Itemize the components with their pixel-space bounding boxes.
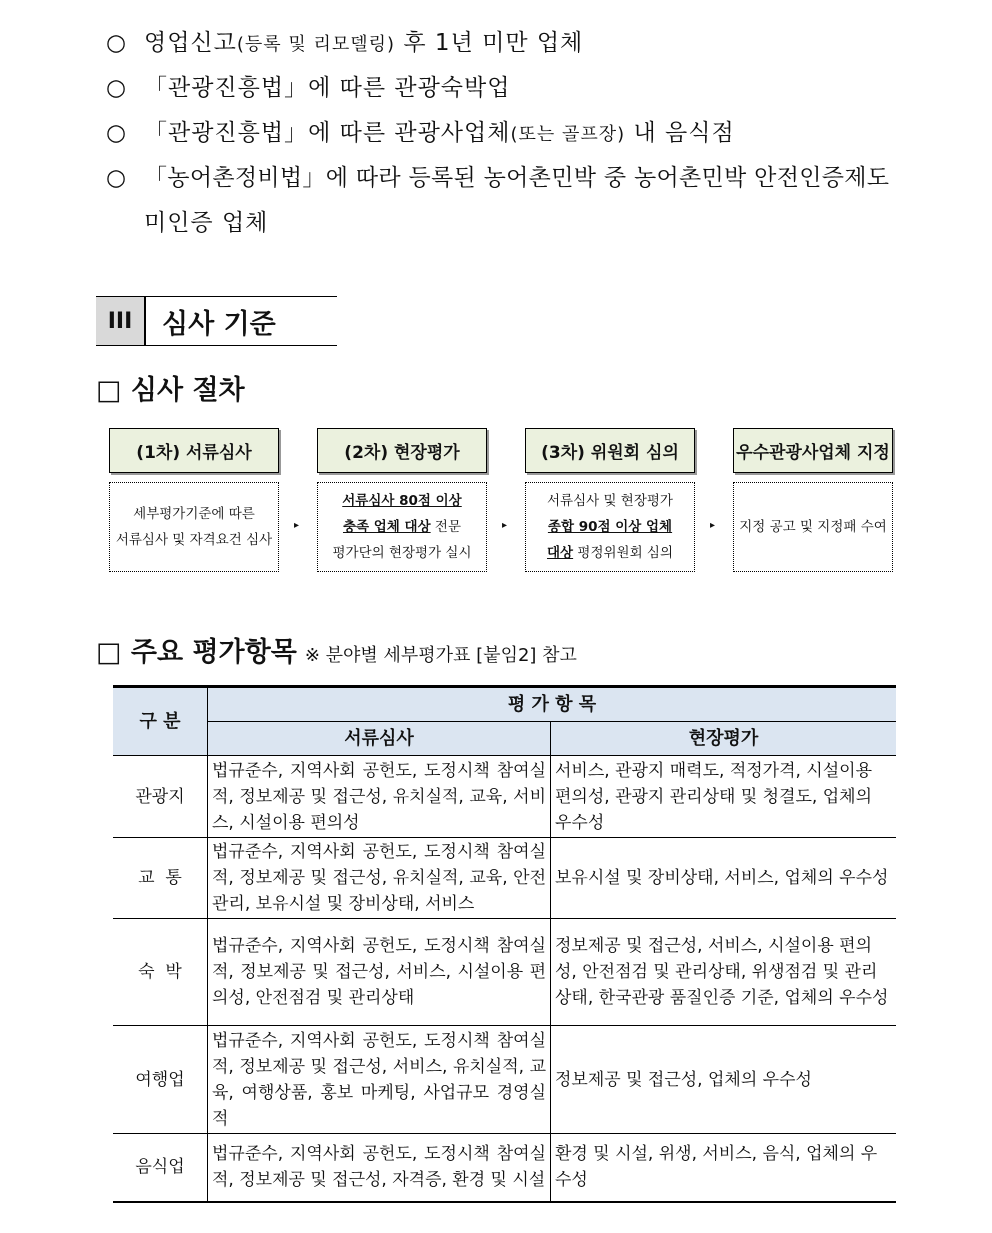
table-row: 교 통 법규준수, 지역사회 공헌도, 도정시책 참여실적, 정보제공 및 접근성, 유치실적, 교육, 안전관리, 보유시설 및 장비상태, 서비스 보유시설 및 장비상태, 서비스, 업체의 우수성 [113,838,896,919]
table-row: 관광지 법규준수, 지역사회 공헌도, 도정시책 참여실적, 정보제공 및 접근성, 유치실적, 교육, 서비스, 시설이용 편의성 서비스, 관광지 매력도, 적정가격, 시설이용 편의성, 관광지 관리상태 및 청결도, 업체의 우수성 [113,756,896,838]
bullet-item: ○ 「관광진흥법」에 따른 관광사업체(또는 골프장) 내 음식점 [106,120,735,146]
bullet-item: ○ 「농어촌정비법」에 따라 등록된 농어촌민박 중 농어촌민박 안전인증제도 [106,165,890,191]
table-row: 숙 박 법규준수, 지역사회 공헌도, 도정시책 참여실적, 정보제공 및 접근성, 서비스, 시설이용 편의성, 안전점검 및 관리상태 정보제공 및 접근성, 서비스, 시설이용 편의성, 안전점검 및 관리상태, 위생점검 및 관리상태, 한국관광 품질인증 기준, 업체의 우수성 [113,919,896,1026]
step-1-desc: 세부평가기준에 따른 서류심사 및 자격요건 심사 [109,482,279,572]
section-title: 심사 기준 [162,308,276,340]
step-3-desc: 서류심사 및 현장평가 종합 90점 이상 업체 대상 평정위원회 심의 [525,482,695,572]
procedure-heading: □ 심사 절차 [96,375,245,406]
header-site: 현장평가 [551,722,897,756]
evaluation-table [113,685,896,1203]
step-3-title: (3차) 위원회 심의 [525,428,695,473]
section-header [96,296,337,346]
section-number: III [96,297,146,345]
bullet-item: ○ 「관광진흥법」에 따른 관광숙박업 [106,75,511,101]
arrow-icon: ▸ [710,520,716,531]
evaluation-heading: □ 주요 평가항목 ※ 분야별 세부평가표 [붙임2] 참고 [96,637,577,668]
table-row: 여행업 법규준수, 지역사회 공헌도, 도정시책 참여실적, 정보제공 및 접근성, 서비스, 유치실적, 교육, 여행상품, 홍보 마케팅, 사업규모 경영실적 정보제공 및 접근성, 업체의 우수성 [113,1026,896,1134]
step-4-title: 우수관광사업체 지정 [733,428,893,473]
bullet-item-continued: 미인증 업체 [144,210,269,236]
step-2-desc: 서류심사 80점 이상 충족 업체 대상 전문 평가단의 현장평가 실시 [317,482,487,572]
step-4-desc: 지정 공고 및 지정패 수여 [733,482,893,572]
step-2-title: (2차) 현장평가 [317,428,487,473]
header-category: 구 분 [113,687,208,756]
arrow-icon: ▸ [294,520,300,531]
table-row: 음식업 법규준수, 지역사회 공헌도, 도정시책 참여실적, 정보제공 및 접근성, 자격증, 환경 및 시설 환경 및 시설, 위생, 서비스, 음식, 업체의 우수성 [113,1134,896,1202]
header-group: 평 가 항 목 [208,687,897,722]
arrow-icon: ▸ [502,520,508,531]
bullet-item: ○ 영업신고(등록 및 리모델링) 후 1년 미만 업체 [106,30,584,56]
header-doc: 서류심사 [208,722,551,756]
evaluation-note: ※ 분야별 세부평가표 [붙임2] 참고 [304,645,577,666]
step-1-title: (1차) 서류심사 [109,428,279,473]
